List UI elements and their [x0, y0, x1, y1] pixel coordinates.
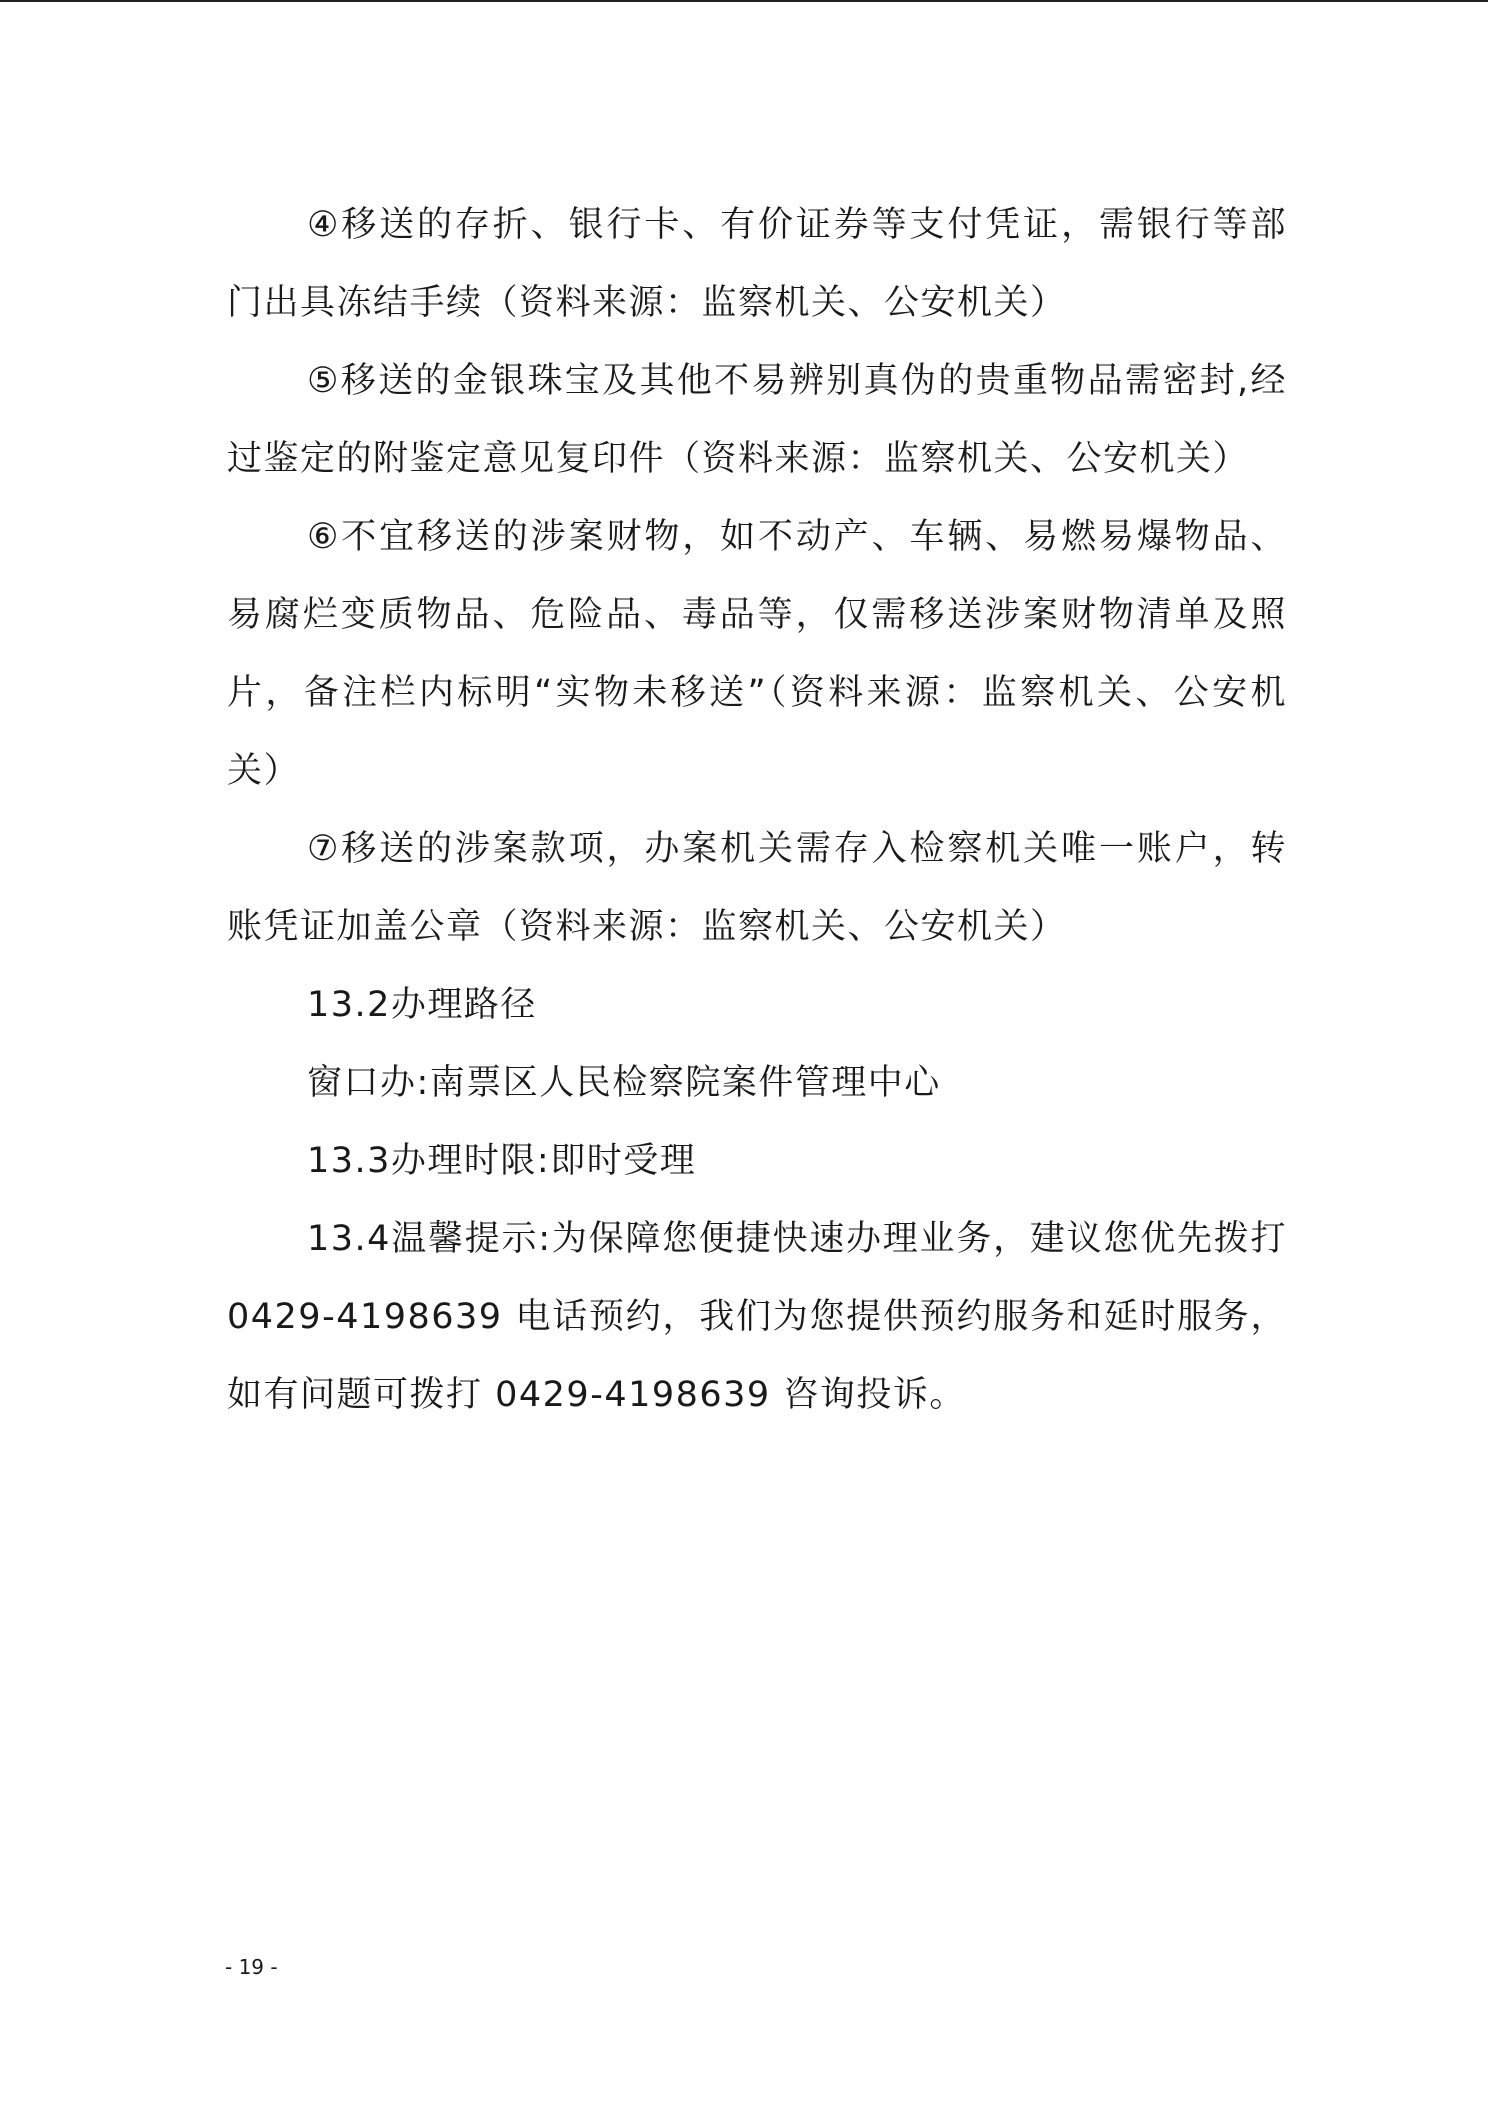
section-13-2-heading: 13.2办理路径 — [307, 985, 537, 1025]
paragraph-item-4-bank-documents: ④移送的存折、银行卡、有价证券等支付凭证，需银行等部门出具冻结手续（资料来源：监察机关、公安机关） — [227, 205, 1287, 323]
paragraph-item-7-case-funds: ⑦移送的涉案款项，办案机关需存入检察机关唯一账户，转账凭证加盖公章（资料来源：监察机关、公安机关） — [227, 829, 1287, 947]
section-13-3-time-limit: 13.3办理时限:即时受理 — [307, 1141, 697, 1181]
paragraph-item-5-valuables: ⑤移送的金银珠宝及其他不易辨别真伪的贵重物品需密封,经过鉴定的附鉴定意见复印件（资料来源：监察机关、公安机关） — [227, 361, 1287, 479]
paragraph-item-6-non-transferable-property: ⑥不宜移送的涉案财物，如不动产、车辆、易燃易爆物品、易腐烂变质物品、危险品、毒品等，仅需移送涉案财物清单及照片，备注栏内标明“实物未移送”（资料来源：监察机关、公安机关） — [227, 517, 1287, 791]
document-body — [227, 186, 1287, 1434]
section-13-4-reminder: 13.4温馨提示:为保障您便捷快速办理业务，建议您优先拨打 0429-4198639 电话预约，我们为您提供预约服务和延时服务，如有问题可拨打 0429-4198639 咨询投诉。 — [227, 1219, 1287, 1415]
page-number: - 19 - — [225, 1955, 278, 1979]
processing-location: 窗口办:南票区人民检察院案件管理中心 — [307, 1063, 941, 1103]
